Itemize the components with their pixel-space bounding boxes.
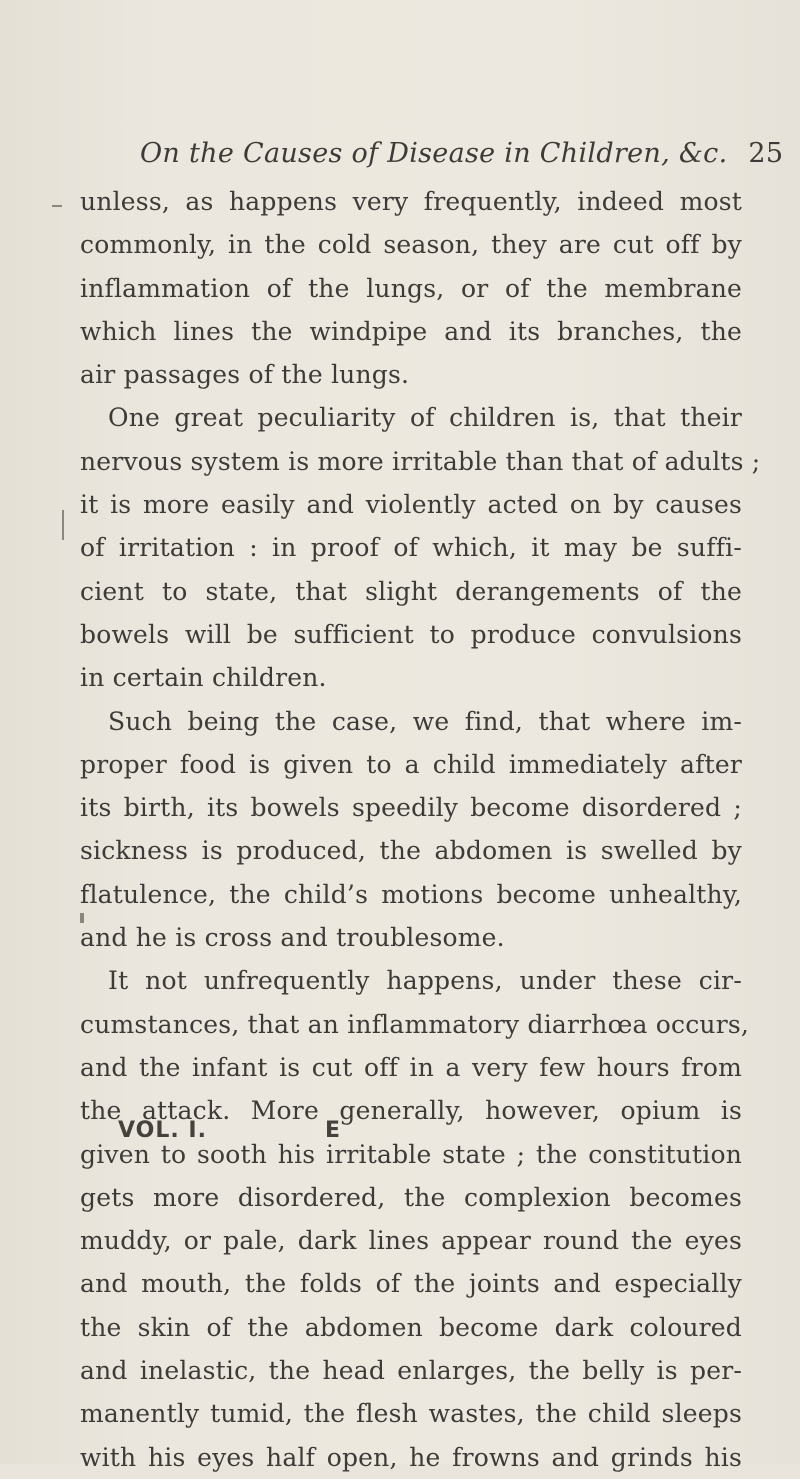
text-line: cumstances, that an inflammatory diarrhœa occurs, [80,1009,750,1039]
margin-mark [62,510,64,540]
body-text [80,180,761,1479]
running-title: On the Causes of Disease in Children, &c. [140,138,728,169]
text-line: in certain children. [80,663,327,693]
text-line: commonly, in the cold season, they are cut off by [80,230,742,260]
text-line: it is more easily and violently acted on by causes [80,490,742,520]
text-line: given to sooth his irritable state ; the constitution [80,1139,742,1169]
signature-mark: E [325,1118,342,1143]
text-line: the skin of the abdomen become dark coloured [80,1312,742,1342]
text-line: its birth, its bowels speedily become disordered ; [80,793,742,823]
volume-label: VOL. I. [118,1118,207,1143]
text-line: and mouth, the folds of the joints and especially [80,1269,742,1299]
margin-mark [52,205,62,207]
text-line: and the infant is cut off in a very few hours from [80,1052,742,1082]
text-line: Such being the case, we find, that where im- [108,706,742,736]
text-line: cient to state, that slight derangements of the [80,576,742,606]
text-line: proper food is given to a child immediately after [80,749,742,779]
text-line: and inelastic, the head enlarges, the belly is per- [80,1356,742,1386]
text-line: manently tumid, the flesh wastes, the child sleeps [80,1399,742,1429]
text-line: with his eyes half open, he frowns and grinds his [80,1442,742,1472]
running-header [140,138,784,169]
text-line: gets more disordered, the complexion becomes [80,1182,742,1212]
text-line: nervous system is more irritable than that of adults ; [80,446,761,476]
text-line: sickness is produced, the abdomen is swelled by [80,836,742,866]
text-line: It not unfrequently happens, under these cir- [108,966,742,996]
text-line: flatulence, the child’s motions become unhealthy, [80,879,742,909]
text-line: One great peculiarity of children is, that their [108,403,742,433]
text-line: air passages of the lungs. [80,360,410,390]
text-line: of irritation : in proof of which, it may be suffi- [80,533,742,563]
margin-mark [80,913,84,923]
text-line: muddy, or pale, dark lines appear round the eyes [80,1226,742,1256]
page-number: 25 [748,138,784,169]
text-line: the attack. More generally, however, opium is [80,1096,742,1126]
page-footer [118,1118,378,1143]
text-line: and he is cross and troublesome. [80,923,505,953]
text-line: bowels will be sufficient to produce convulsions [80,619,742,649]
text-line: which lines the windpipe and its branches, the [80,316,742,346]
text-line: inflammation of the lungs, or of the membrane [80,273,742,303]
text-line: unless, as happens very frequently, indeed most [80,187,742,216]
